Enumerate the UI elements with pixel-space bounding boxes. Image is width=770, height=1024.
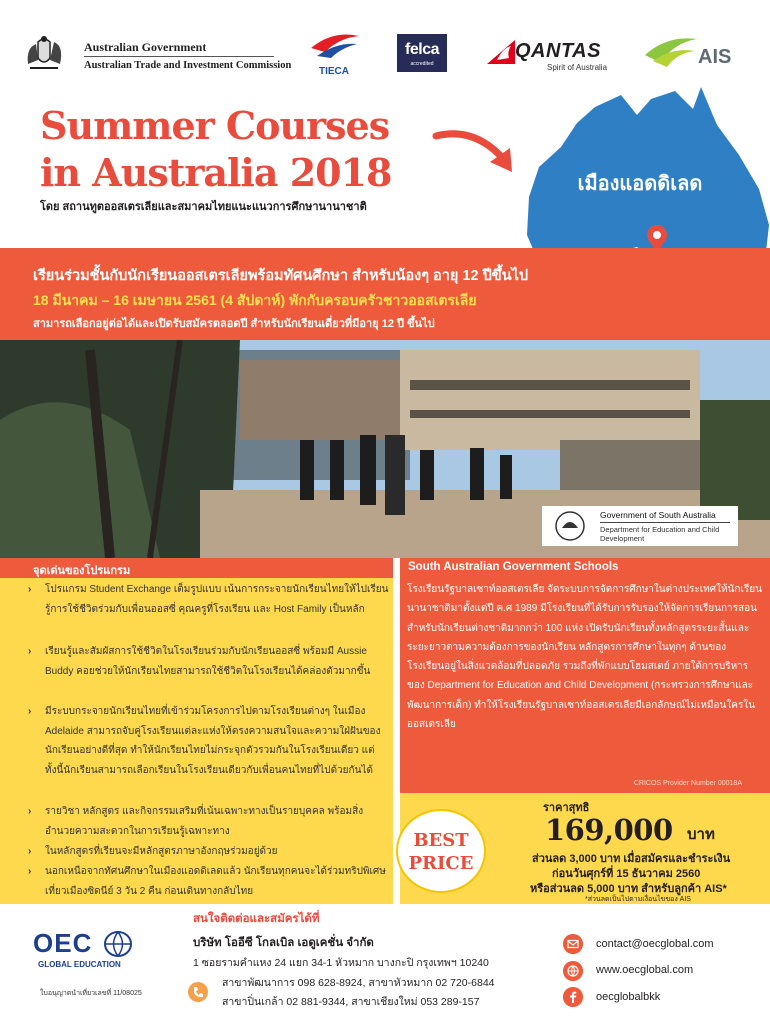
sa-gov-dept: Department for Education and Child Development: [600, 525, 720, 543]
cricos-number: CRICOS Provider Number 00018A: [633, 780, 742, 787]
globe-icon: [563, 961, 583, 981]
page-title-line-2: in Australia 2018: [40, 150, 392, 195]
globe-icon: [103, 930, 133, 958]
tieca-logo: [303, 28, 365, 80]
gov-divider: [84, 56, 274, 57]
list-item-text: ในหลักสูตรที่เรียนจะมีหลักสูตรภาษาอังกฤษร่วมอยู่ด้วย: [45, 846, 278, 857]
banner-dates: 18 มีนาคม – 16 เมษายน 2561 (4 สัปดาห์) พักกับครอบครัวชาวออสเตรเลีย: [33, 292, 477, 308]
tieca-label: TIECA: [319, 66, 349, 77]
phone-branches-2: สาขาปิ่นเกล้า 02 881-9344, สาขาเชียงใหม่ 053 289-157: [222, 996, 480, 1008]
price-currency: บาท: [687, 826, 715, 843]
chevron-right-icon: ›: [28, 846, 32, 857]
oec-tagline: GLOBAL EDUCATION: [38, 960, 121, 969]
list-item-text: เรียนรู้และสัมผัสการใช้ชีวิตในโรงเรียนร่วมกับนักเรียนออสซี่ พร้อมมี Aussie Buddy คอยช่วยให้นักเรียนไทยสามารถใช้ชีวิตในโรงเรียนได้คล่องตัวมากขึ้น: [45, 646, 371, 677]
company-address: 1 ซอยรามคำแหง 24 แยก 34-1 หัวหมาก บางกะปิ กรุงเทพฯ 10240: [193, 957, 489, 969]
list-item: [28, 862, 388, 902]
gov-dept: Australian Trade and Investment Commission: [84, 60, 292, 71]
kangaroo-tail-icon: [487, 40, 515, 64]
phone-icon: [188, 982, 208, 1002]
ais-wordmark: AIS: [698, 46, 732, 68]
sa-crest-icon: [550, 510, 590, 542]
facebook-icon: [563, 987, 583, 1007]
company-name: บริษัท โออีซี โกลเบิล เอดูเคชั่น จำกัด: [193, 937, 374, 949]
sa-government-logo: [542, 506, 738, 546]
sa-gov-name: Government of South Australia: [600, 510, 716, 520]
gov-name: Australian Government: [84, 40, 207, 54]
license-number: ใบอนุญาตนำเที่ยวเลขที่ 11/08025: [40, 990, 142, 997]
chevron-right-icon: ›: [28, 806, 32, 817]
discount-note: *ส่วนลดเป็นไปตามเงื่อนไขของ AIS: [585, 896, 691, 903]
list-item: [28, 802, 388, 842]
oec-logo: [33, 928, 163, 978]
page-title-line-1: Summer Courses: [40, 103, 390, 148]
list-item: [28, 702, 388, 800]
discount-line-3: หรือส่วนลด 5,000 บาท สำหรับลูกค้า AIS*: [530, 883, 727, 895]
list-item: [28, 842, 388, 862]
discount-line-2: ก่อนวันศุกร์ที่ 15 ธันวาคม 2560: [552, 868, 701, 880]
chevron-right-icon: ›: [28, 584, 32, 595]
australian-government-logo: [24, 30, 292, 82]
list-item: [28, 642, 388, 700]
highlights-heading: จุดเด่นของโปรแกรม: [33, 565, 131, 577]
city-label: เมืองแอดดิเลด: [577, 173, 703, 195]
list-item-text: มีระบบกระจายนักเรียนไทยที่เข้าร่วมโครงการไปตามโรงเรียนต่างๆ ในเมือง Adelaide สามารถจับคู่โรงเรียนแต่ละแห่งให้ตรงความสนใจและความใฝ่ฝันของนักเรียนอย่างดีที่สุด ทำให้นักเรียนไทยไม่กระจุกตัวรวมกันในโรงเรียนเดียว แต่ทั้งนี้นักเรียนสามารถเลือกเรียนในโรงเรียนเดียวกับเพื่อนคนไทยที่ไปด้วยกันได้: [45, 706, 381, 776]
list-item-text: นอกเหนือจากทัศนศึกษาในเมืองแอดดิเลดแล้ว นักเรียนทุกคนจะได้ร่วมทริปพิเศษเที่ยวเมืองซิดนีย์ 3 วัน 2 คืน ก่อนเดินทางกลับไทย: [45, 866, 386, 897]
coat-of-arms-icon: [24, 34, 82, 74]
sa-gov-divider: [600, 522, 730, 523]
badge-line-2: PRICE: [408, 853, 474, 874]
qantas-tagline: Spirit of Australia: [547, 63, 608, 72]
schools-heading: South Australian Government Schools: [408, 561, 619, 573]
badge-circle-icon: [395, 808, 487, 894]
price-amount: 169,000: [545, 813, 673, 847]
contact-heading: สนใจติดต่อและสมัครได้ที่: [193, 913, 320, 925]
list-item-text: รายวิชา หลักสูตร และกิจกรรมเสริมที่เน้นเฉพาะทางเป็นรายบุคคล พร้อมสิ่งอำนวยความสะดวกในการเรียนรู้เฉพาะทาง: [45, 806, 364, 837]
curved-arrow-icon: [432, 122, 522, 182]
list-item-text: โปรแกรม Student Exchange เต็มรูปแบบ เน้นการกระจายนักเรียนไทยให้ไปเรียนรู้การใช้ชีวิตร่วมกับเพื่อนออสซี่ คุณครูที่โรงเรียน และ Host Family เป็นหลัก: [45, 584, 389, 615]
qantas-logo: [487, 38, 617, 74]
highlights-panel: [0, 578, 393, 904]
best-price-badge: [395, 808, 487, 894]
ais-logo: [643, 33, 743, 73]
banner-headline: เรียนร่วมชั้นกับนักเรียนออสเตรเลียพร้อมทัศนศึกษา สำหรับน้องๆ อายุ 12 ปีขึ้นไป: [33, 268, 529, 284]
felca-label: felca: [405, 41, 439, 58]
list-item: [28, 580, 388, 640]
discount-line-1: ส่วนลด 3,000 บาท เมื่อสมัครและชำระเงิน: [532, 853, 731, 865]
facebook-link[interactable]: oecglobalbkk: [596, 991, 661, 1003]
schools-body: โรงเรียนรัฐบาลเซาท์ออสเตรเลีย จัดระบบการจัดการศึกษาในต่างประเทศให้นักเรียนนานาชาติมาตั้งแต่ปี ค.ศ 1989 มีโรงเรียนที่ได้รับการรับรองให้จัดการเรียนการสอนสำหรับนักเรียนต่างชาติมากกว่า 100 แห่ง เปิดรับนักเรียนทั้งหลักสูตรระยะสั้นและระยะยาวตามความต้องการของนักเรียน หลักสูตรการศึกษาในทุกๆ ด้านของโรงเรียนอยู่ในสิ่งแวดล้อมที่ปลอดภัย รวมถึงที่พักแบบโฮมสเตย์ ภายใต้การบริหารของ Department for Education and Child Development (กระทรวงการศึกษาและพัฒนาการเด็ก) ทำให้โรงเรียนรัฐบาลเซาท์ออสเตรเลียมีเอกลักษณ์ไม่เหมือนใครในออสเตรเลีย: [407, 584, 762, 731]
phone-branches-1: สาขาพัฒนาการ 098 628-8924, สาขาหัวหมาก 02 720-6844: [222, 977, 495, 989]
page-subtitle: โดย สถานทูตออสเตรเลียและสมาคมไทยแนะแนวการศึกษานานาชาติ: [40, 201, 367, 213]
banner-note: สามารถเลือกอยู่ต่อได้และเปิดรับสมัครตลอดปี สำหรับนักเรียนเดี่ยวที่มีอายุ 12 ปี ขึ้นไป: [33, 318, 435, 330]
badge-line-1: BEST: [413, 830, 469, 851]
oec-wordmark: OEC: [33, 928, 93, 958]
felca-sublabel: accredited: [410, 61, 434, 67]
felca-logo: [397, 34, 447, 72]
email-link[interactable]: contact@oecglobal.com: [596, 938, 714, 950]
website-link[interactable]: www.oecglobal.com: [596, 964, 694, 976]
qantas-wordmark: QANTAS: [515, 40, 601, 62]
chevron-right-icon: ›: [28, 646, 32, 657]
price-label: ราคาสุทธิ: [543, 802, 590, 814]
mail-icon: [563, 934, 583, 954]
chevron-right-icon: ›: [28, 706, 32, 717]
ais-wing-icon: [643, 33, 699, 73]
chevron-right-icon: ›: [28, 866, 32, 877]
